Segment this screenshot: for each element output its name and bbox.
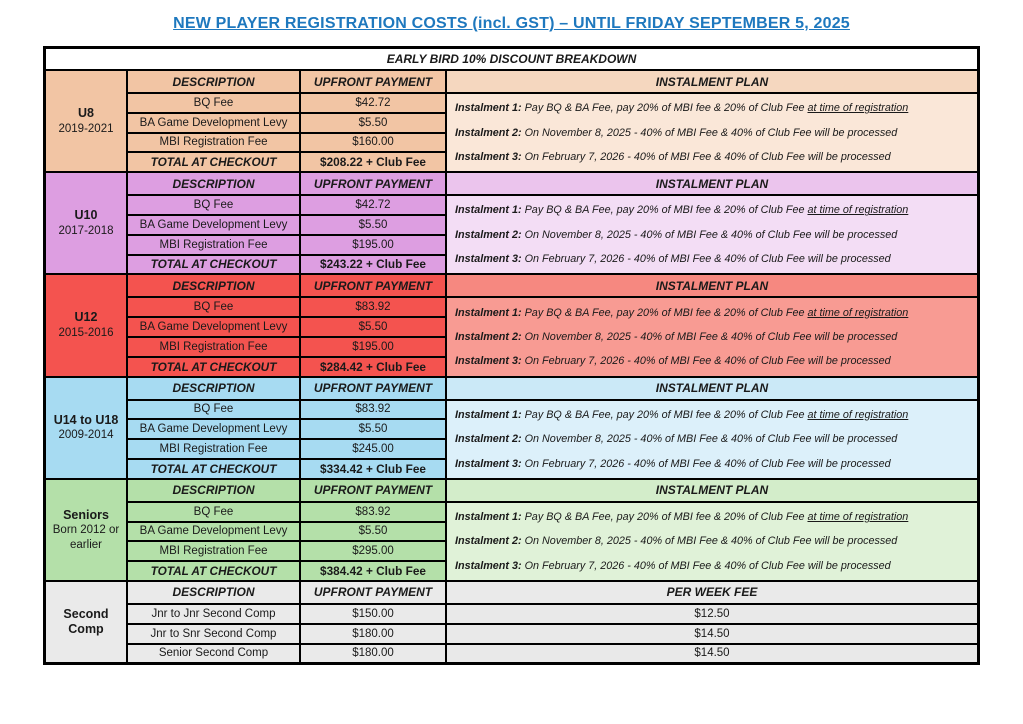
section-u12 xyxy=(46,275,977,375)
description-cell: BA Game Development Levy xyxy=(128,318,299,336)
age-group-name: Second Comp xyxy=(63,606,109,637)
section-u8 xyxy=(46,71,977,171)
age-group-cell xyxy=(46,71,126,171)
early-bird-banner: EARLY BIRD 10% DISCOUNT BREAKDOWN xyxy=(46,49,977,69)
instalment-3-text: On February 7, 2026 - 40% of MBI Fee & 40% of Club Fee will be processed xyxy=(524,457,891,470)
age-group-cell xyxy=(46,582,126,662)
instalment-1-underline: at time of registration xyxy=(807,204,909,217)
description-cell: TOTAL AT CHECKOUT xyxy=(128,256,299,274)
age-group-years: 2019-2021 xyxy=(58,122,114,135)
fee-table xyxy=(43,46,980,665)
instalment-line-1 xyxy=(455,307,969,319)
instalment-plan-cell xyxy=(447,503,977,580)
instalment-plan-header: INSTALMENT PLAN xyxy=(447,378,977,399)
instalment-3-label: Instalment 3: xyxy=(455,253,522,266)
instalment-1-underline: at time of registration xyxy=(807,306,909,319)
instalment-3-text: On February 7, 2026 - 40% of MBI Fee & 40% of Club Fee will be processed xyxy=(524,253,891,266)
upfront-cell: $42.72 xyxy=(301,196,445,214)
description-cell: MBI Registration Fee xyxy=(128,440,299,458)
per-week-fee-header: PER WEEK FEE xyxy=(447,582,977,603)
description-header: DESCRIPTION xyxy=(128,378,299,399)
upfront-cell: $83.92 xyxy=(301,401,445,419)
description-cell: Jnr to Snr Second Comp xyxy=(128,625,299,643)
instalment-line-1 xyxy=(455,102,969,114)
instalment-plan-cell xyxy=(447,94,977,171)
instalment-1-label: Instalment 1: xyxy=(455,408,522,421)
instalment-1-text: Pay BQ & BA Fee, pay 20% of MBI fee & 20% of Club Fee xyxy=(524,102,805,115)
description-cell: TOTAL AT CHECKOUT xyxy=(128,562,299,580)
age-group-name: U12 xyxy=(74,310,98,325)
instalment-line-2 xyxy=(455,127,969,139)
description-header: DESCRIPTION xyxy=(128,480,299,501)
age-group-years: 2009-2014 xyxy=(58,429,114,442)
instalment-1-underline: at time of registration xyxy=(807,408,909,421)
description-cell: MBI Registration Fee xyxy=(128,338,299,356)
upfront-payment-header: UPFRONT PAYMENT xyxy=(301,480,445,501)
instalment-line-3 xyxy=(455,560,969,572)
description-header: DESCRIPTION xyxy=(128,275,299,296)
description-cell: TOTAL AT CHECKOUT xyxy=(128,460,299,478)
upfront-payment-header: UPFRONT PAYMENT xyxy=(301,275,445,296)
description-header: DESCRIPTION xyxy=(128,71,299,92)
upfront-cell: $5.50 xyxy=(301,523,445,541)
age-group-years: 2017-2018 xyxy=(58,224,114,237)
upfront-cell: $5.50 xyxy=(301,420,445,438)
per-week-fee-cell: $12.50 xyxy=(447,605,977,623)
description-cell: TOTAL AT CHECKOUT xyxy=(128,153,299,171)
instalment-1-underline: at time of registration xyxy=(807,102,909,115)
upfront-cell: $245.00 xyxy=(301,440,445,458)
instalment-2-label: Instalment 2: xyxy=(455,330,522,343)
instalment-2-text: On November 8, 2025 - 40% of MBI Fee & 40% of Club Fee will be processed xyxy=(524,535,898,548)
age-group-cell xyxy=(46,275,126,375)
instalment-2-label: Instalment 2: xyxy=(455,535,522,548)
upfront-cell: $384.42 + Club Fee xyxy=(301,562,445,580)
per-week-fee-cell: $14.50 xyxy=(447,625,977,643)
upfront-cell: $295.00 xyxy=(301,542,445,560)
age-group-cell xyxy=(46,173,126,273)
instalment-line-1 xyxy=(455,511,969,523)
instalment-line-1 xyxy=(455,204,969,216)
upfront-cell: $83.92 xyxy=(301,503,445,521)
section-u14-u18 xyxy=(46,378,977,478)
description-cell: MBI Registration Fee xyxy=(128,134,299,152)
age-group-years: 2015-2016 xyxy=(58,327,114,340)
instalment-line-2 xyxy=(455,535,969,547)
upfront-cell: $5.50 xyxy=(301,318,445,336)
upfront-cell: $5.50 xyxy=(301,114,445,132)
instalment-line-3 xyxy=(455,151,969,163)
age-group-cell xyxy=(46,480,126,580)
instalment-3-text: On February 7, 2026 - 40% of MBI Fee & 40% of Club Fee will be processed xyxy=(524,150,891,163)
description-cell: BQ Fee xyxy=(128,298,299,316)
upfront-cell: $83.92 xyxy=(301,298,445,316)
description-cell: BA Game Development Levy xyxy=(128,114,299,132)
upfront-payment-header: UPFRONT PAYMENT xyxy=(301,582,445,603)
description-cell: BA Game Development Levy xyxy=(128,523,299,541)
instalment-line-3 xyxy=(455,355,969,367)
instalment-1-text: Pay BQ & BA Fee, pay 20% of MBI fee & 20% of Club Fee xyxy=(524,510,805,523)
instalment-line-2 xyxy=(455,229,969,241)
instalment-1-label: Instalment 1: xyxy=(455,204,522,217)
upfront-cell: $160.00 xyxy=(301,134,445,152)
instalment-plan-cell xyxy=(447,401,977,478)
instalment-1-text: Pay BQ & BA Fee, pay 20% of MBI fee & 20% of Club Fee xyxy=(524,204,805,217)
upfront-cell: $284.42 + Club Fee xyxy=(301,358,445,376)
instalment-plan-header: INSTALMENT PLAN xyxy=(447,275,977,296)
description-cell: BQ Fee xyxy=(128,401,299,419)
instalment-2-text: On November 8, 2025 - 40% of MBI Fee & 40% of Club Fee will be processed xyxy=(524,330,898,343)
upfront-cell: $195.00 xyxy=(301,236,445,254)
instalment-1-label: Instalment 1: xyxy=(455,510,522,523)
age-group-name: Seniors xyxy=(63,507,109,522)
instalment-1-label: Instalment 1: xyxy=(455,102,522,115)
instalment-3-label: Instalment 3: xyxy=(455,355,522,368)
upfront-cell: $243.22 + Club Fee xyxy=(301,256,445,274)
instalment-3-label: Instalment 3: xyxy=(455,559,522,572)
description-header: DESCRIPTION xyxy=(128,582,299,603)
description-cell: BQ Fee xyxy=(128,94,299,112)
page-title: NEW PLAYER REGISTRATION COSTS (incl. GST) – UNTIL FRIDAY SEPTEMBER 5, 2025 xyxy=(173,15,850,32)
section-second-comp xyxy=(46,582,977,662)
upfront-payment-header: UPFRONT PAYMENT xyxy=(301,173,445,194)
per-week-fee-cell: $14.50 xyxy=(447,645,977,663)
instalment-2-label: Instalment 2: xyxy=(455,228,522,241)
instalment-3-text: On February 7, 2026 - 40% of MBI Fee & 40% of Club Fee will be processed xyxy=(524,355,891,368)
description-cell: Senior Second Comp xyxy=(128,645,299,663)
upfront-cell: $5.50 xyxy=(301,216,445,234)
description-cell: BA Game Development Levy xyxy=(128,216,299,234)
instalment-plan-header: INSTALMENT PLAN xyxy=(447,71,977,92)
description-cell: MBI Registration Fee xyxy=(128,542,299,560)
upfront-cell: $334.42 + Club Fee xyxy=(301,460,445,478)
instalment-line-3 xyxy=(455,458,969,470)
description-cell: Jnr to Jnr Second Comp xyxy=(128,605,299,623)
instalment-2-text: On November 8, 2025 - 40% of MBI Fee & 40% of Club Fee will be processed xyxy=(524,433,898,446)
upfront-payment-header: UPFRONT PAYMENT xyxy=(301,71,445,92)
instalment-line-2 xyxy=(455,433,969,445)
upfront-cell: $150.00 xyxy=(301,605,445,623)
instalment-3-text: On February 7, 2026 - 40% of MBI Fee & 40% of Club Fee will be processed xyxy=(524,559,891,572)
description-cell: BA Game Development Levy xyxy=(128,420,299,438)
description-header: DESCRIPTION xyxy=(128,173,299,194)
instalment-1-text: Pay BQ & BA Fee, pay 20% of MBI fee & 20% of Club Fee xyxy=(524,306,805,319)
upfront-cell: $180.00 xyxy=(301,625,445,643)
age-group-cell xyxy=(46,378,126,478)
instalment-2-text: On November 8, 2025 - 40% of MBI Fee & 40% of Club Fee will be processed xyxy=(524,126,898,139)
instalment-line-2 xyxy=(455,331,969,343)
description-cell: MBI Registration Fee xyxy=(128,236,299,254)
instalment-2-text: On November 8, 2025 - 40% of MBI Fee & 40% of Club Fee will be processed xyxy=(524,228,898,241)
instalment-3-label: Instalment 3: xyxy=(455,150,522,163)
description-cell: BQ Fee xyxy=(128,503,299,521)
description-cell: TOTAL AT CHECKOUT xyxy=(128,358,299,376)
upfront-cell: $208.22 + Club Fee xyxy=(301,153,445,171)
description-cell: BQ Fee xyxy=(128,196,299,214)
section-u10 xyxy=(46,173,977,273)
upfront-cell: $195.00 xyxy=(301,338,445,356)
instalment-2-label: Instalment 2: xyxy=(455,126,522,139)
instalment-1-label: Instalment 1: xyxy=(455,306,522,319)
age-group-name: U14 to U18 xyxy=(53,412,119,427)
instalment-1-underline: at time of registration xyxy=(807,510,909,523)
age-group-years: Born 2012 or earlier xyxy=(52,524,120,551)
instalment-plan-cell xyxy=(447,196,977,273)
upfront-payment-header: UPFRONT PAYMENT xyxy=(301,378,445,399)
upfront-cell: $180.00 xyxy=(301,645,445,663)
instalment-3-label: Instalment 3: xyxy=(455,457,522,470)
upfront-cell: $42.72 xyxy=(301,94,445,112)
instalment-2-label: Instalment 2: xyxy=(455,433,522,446)
age-group-name: U8 xyxy=(78,106,94,121)
section-seniors xyxy=(46,480,977,580)
instalment-line-1 xyxy=(455,409,969,421)
instalment-plan-cell xyxy=(447,298,977,375)
instalment-plan-header: INSTALMENT PLAN xyxy=(447,480,977,501)
age-group-name: U10 xyxy=(74,208,98,223)
instalment-1-text: Pay BQ & BA Fee, pay 20% of MBI fee & 20% of Club Fee xyxy=(524,408,805,421)
instalment-plan-header: INSTALMENT PLAN xyxy=(447,173,977,194)
instalment-line-3 xyxy=(455,253,969,265)
